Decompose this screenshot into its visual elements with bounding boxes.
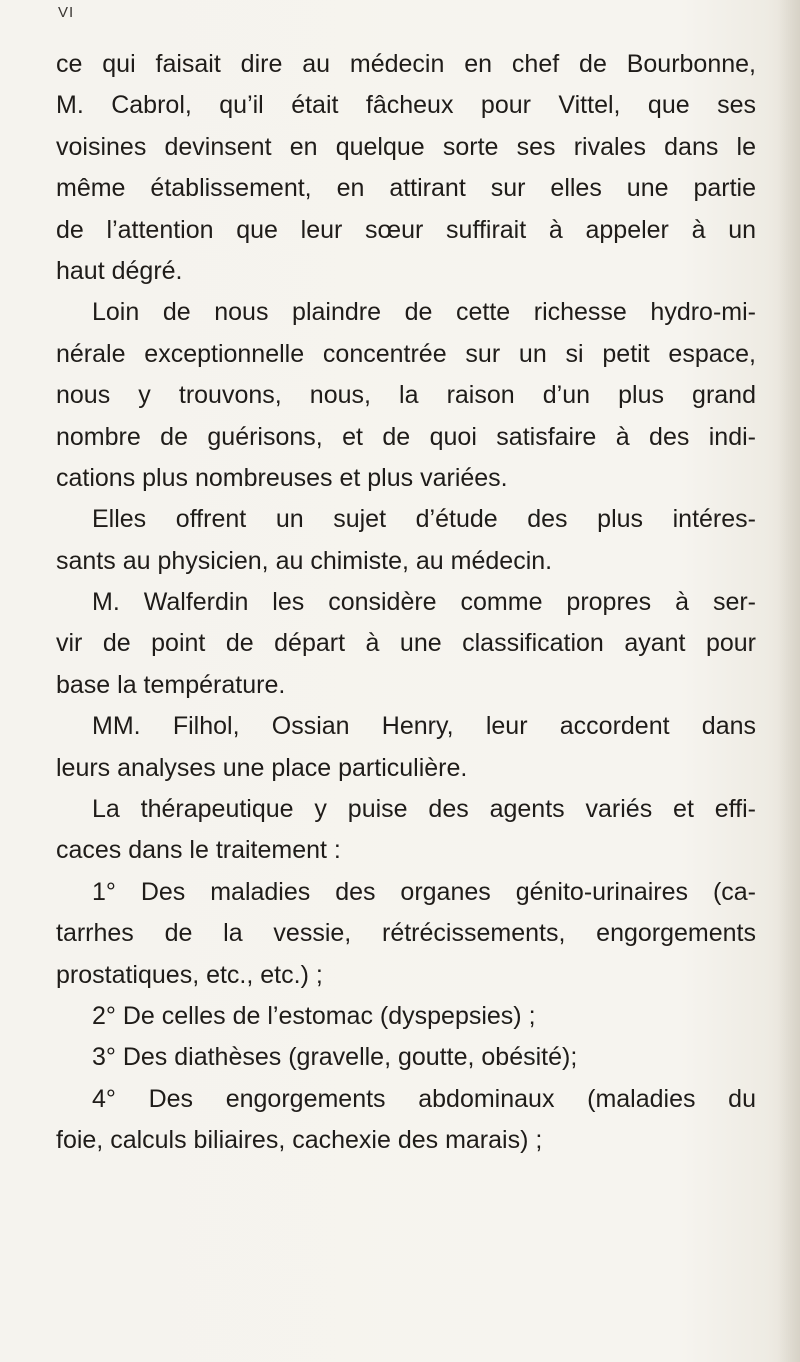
page-number: VI [58,4,75,21]
text-line: M. Cabrol, qu’il était fâcheux pour Vittel, que ses [56,91,756,120]
text-line: base la température. [56,670,286,699]
text-line: nombre de guérisons, et de quoi satisfaire à des indi- [56,422,756,451]
text-line: prostatiques, etc., etc.) ; [56,960,323,989]
text-line: sants au physicien, au chimiste, au médecin. [56,546,553,575]
text-line: voisines devinsent en quelque sorte ses rivales dans le [56,132,756,161]
text-line: tarrhes de la vessie, rétrécissements, engorgements [56,919,756,948]
text-line: leurs analyses une place particulière. [56,753,468,782]
text-line: MM. Filhol, Ossian Henry, leur accordent dans [92,712,756,741]
text-line: La thérapeutique y puise des agents variés et effi- [92,795,756,824]
text-line: nérale exceptionnelle concentrée sur un si petit espace, [56,339,756,368]
text-line: cations plus nombreuses et plus variées. [56,463,508,492]
text-line: Elles offrent un sujet d’étude des plus intéres- [92,505,756,534]
text-line: M. Walferdin les considère comme propres à ser- [92,588,756,617]
text-line: 3° Des diathèses (gravelle, goutte, obésité); [92,1043,578,1072]
text-line: Loin de nous plaindre de cette richesse hydro-mi- [92,298,756,327]
page-edge-shadow [778,0,800,1362]
text-line: foie, calculs biliaires, cachexie des marais) ; [56,1126,543,1155]
text-line: nous y trouvons, nous, la raison d’un plus grand [56,381,756,410]
text-line: de l’attention que leur sœur suffirait à appeler à un [56,215,756,244]
text-line: même établissement, en attirant sur elles une partie [56,174,756,203]
text-line: 1° Des maladies des organes génito-urinaires (ca- [92,877,756,906]
body-text [56,44,756,1162]
text-line: ce qui faisait dire au médecin en chef de Bourbonne, [56,50,756,78]
text-line: 2° De celles de l’estomac (dyspepsies) ; [92,1001,536,1030]
text-line: haut dégré. [56,256,183,285]
text-line: caces dans le traitement : [56,836,341,865]
text-line: vir de point de départ à une classification ayant pour [56,629,756,658]
text-line: 4° Des engorgements abdominaux (maladies du [92,1084,756,1113]
